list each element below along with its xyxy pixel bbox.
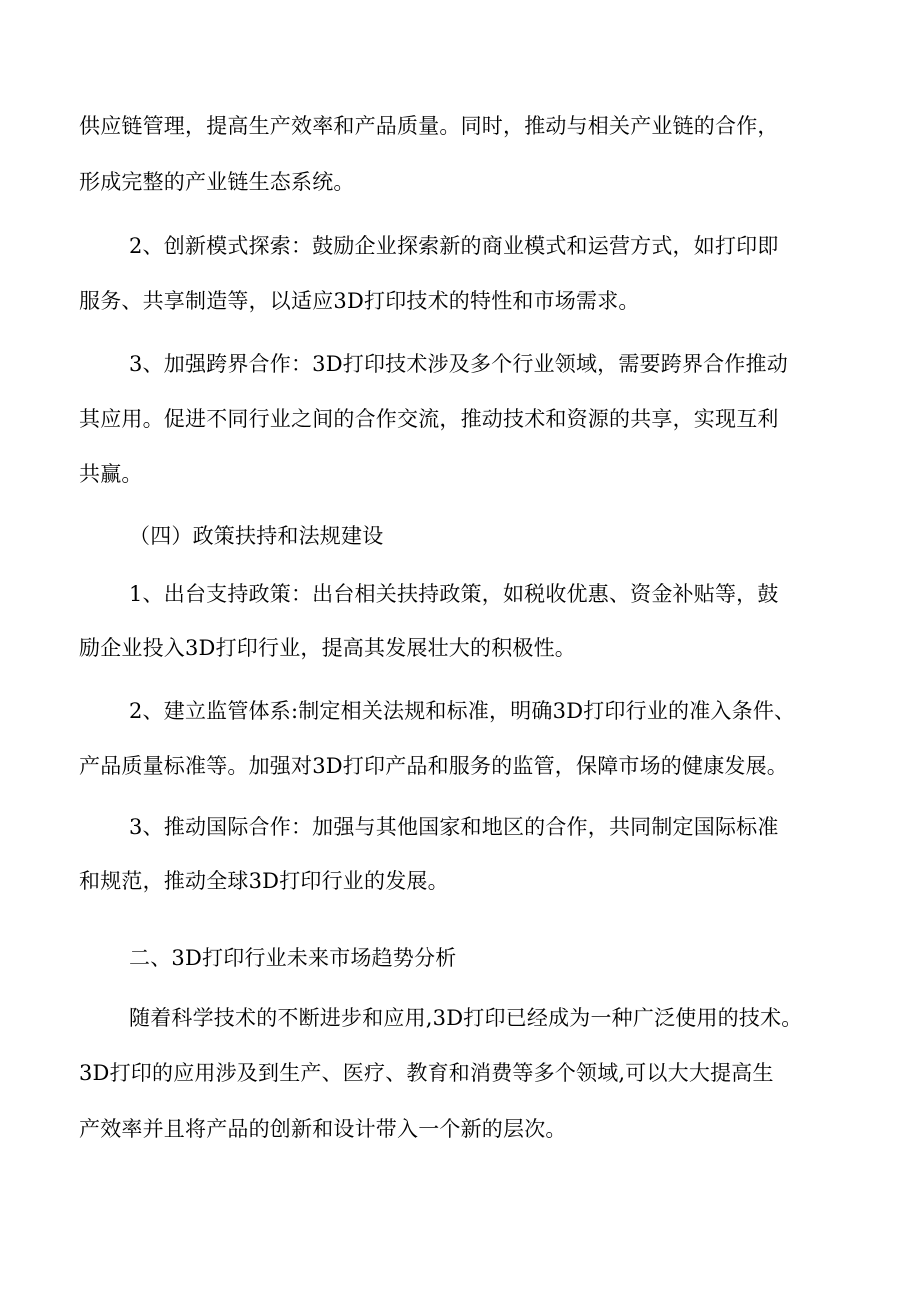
list-item-text: 1、出台支持政策：出台相关扶持政策，如税收优惠、资金补贴等，鼓 (129, 582, 779, 606)
body-text-line: 产效率并且将产品的创新和设计带入一个新的层次。 (79, 1117, 567, 1141)
chapter-heading: 二、3D打印行业未来市场趋势分析 (129, 946, 457, 970)
body-text-line: 形成完整的产业链生态系统。 (79, 170, 355, 194)
body-text-line: 共赢。 (79, 462, 143, 486)
body-text-line: 3D打印的应用涉及到生产、医疗、教育和消费等多个领域,可以大大提高生 (79, 1061, 774, 1085)
list-item-text: 2、创新模式探索：鼓励企业探索新的商业模式和运营方式，如打印即 (129, 234, 779, 258)
body-text-line: 和规范，推动全球3D打印行业的发展。 (79, 869, 449, 893)
list-item-text: 3、加强跨界合作：3D打印技术涉及多个行业领域，需要跨界合作推动 (129, 352, 788, 376)
body-text-line: 服务、共享制造等，以适应3D打印技术的特性和市场需求。 (79, 289, 640, 313)
body-text-line: 其应用。促进不同行业之间的合作交流，推动技术和资源的共享，实现互利 (79, 407, 779, 431)
list-item-text: 2、建立监管体系:制定相关法规和标准，明确3D打印行业的准入条件、 (129, 699, 796, 723)
body-text-line: 随着科学技术的不断进步和应用,3D打印已经成为一种广泛使用的技术。 (129, 1006, 803, 1030)
body-text-line: 励企业投入3D打印行业，提高其发展壮大的积极性。 (79, 636, 576, 660)
body-text-line: 供应链管理，提高生产效率和产品质量。同时，推动与相关产业链的合作， (79, 114, 779, 138)
body-text-line: 产品质量标准等。加强对3D打印产品和服务的监管，保障市场的健康发展。 (79, 754, 788, 778)
section-heading: （四）政策扶持和法规建设 (129, 524, 384, 548)
list-item-text: 3、推动国际合作：加强与其他国家和地区的合作，共同制定国际标准 (129, 815, 779, 839)
